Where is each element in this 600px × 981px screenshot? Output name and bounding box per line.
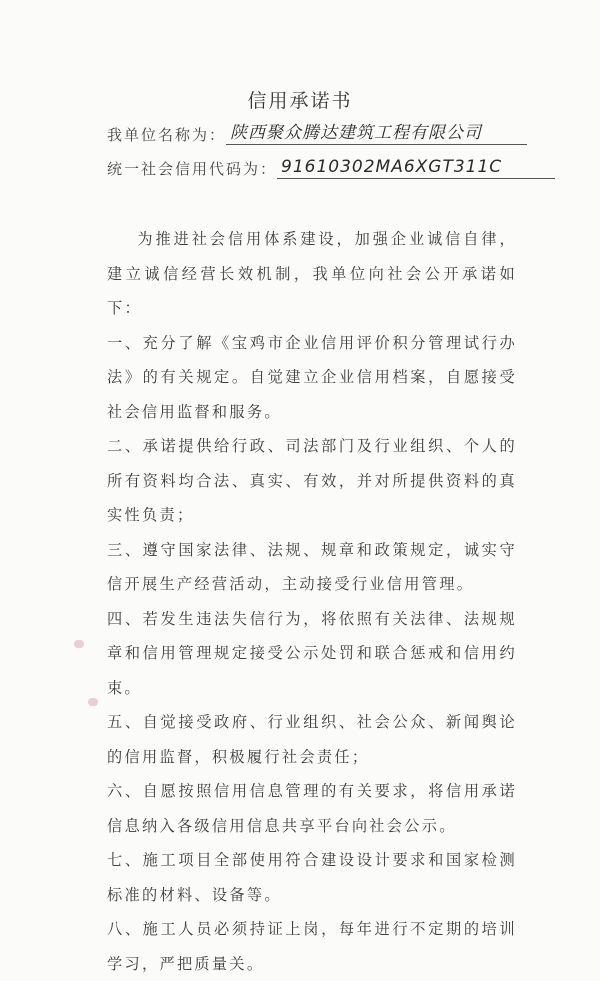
credit-code-row <box>107 157 555 179</box>
commitment-item-6: 六、自愿按照信用信息管理的有关要求，将信用承诺信息纳入各级信用信息共享平台向社会公示。 <box>107 782 517 835</box>
commitment-body <box>107 222 517 981</box>
intro-paragraph: 为推进社会信用体系建设，加强企业诚信自律，建立诚信经营长效机制，我单位向社会公开承诺如下： <box>107 230 517 317</box>
commitment-item-2: 二、承诺提供给行政、司法部门及行业组织、个人的所有资料均合法、真实、有效，并对所提供资料的真实性负责； <box>107 437 517 524</box>
document-title: 信用承诺书 <box>247 90 353 112</box>
commitment-item-7: 七、施工项目全部使用符合建设设计要求和国家检测标准的材料、设备等。 <box>107 851 517 904</box>
commitment-item-1: 一、充分了解《宝鸡市企业信用评价积分管理试行办法》的有关规定。自觉建立企业信用档案，自愿接受社会信用监督和服务。 <box>107 333 517 421</box>
scan-stain-mark <box>74 640 84 648</box>
company-name-label: 我单位名称为： <box>107 126 227 144</box>
company-name-handwritten: 陕西聚众腾达建筑工程有限公司 <box>226 118 527 145</box>
commitment-item-3: 三、遵守国家法律、法规、规章和政策规定，诚实守信开展生产经营活动，主动接受行业信用管理。 <box>107 540 517 593</box>
company-name-row <box>107 118 527 145</box>
credit-code-label: 统一社会信用代码为： <box>107 160 278 178</box>
commitment-item-5: 五、自觉接受政府、行业组织、社会公众、新闻舆论的信用监督，积极履行社会责任； <box>107 713 517 766</box>
commitment-item-4: 四、若发生违法失信行为，将依照有关法律、法规规章和信用管理规定接受公示处罚和联合惩戒和信用约束。 <box>107 609 517 697</box>
commitment-item-8: 八、施工人员必须持证上岗，每年进行不定期的培训学习，严把质量关。 <box>107 920 517 973</box>
credit-code-handwritten: 91610302MA6XGT311C <box>277 157 555 179</box>
scan-stain-mark <box>88 698 98 706</box>
